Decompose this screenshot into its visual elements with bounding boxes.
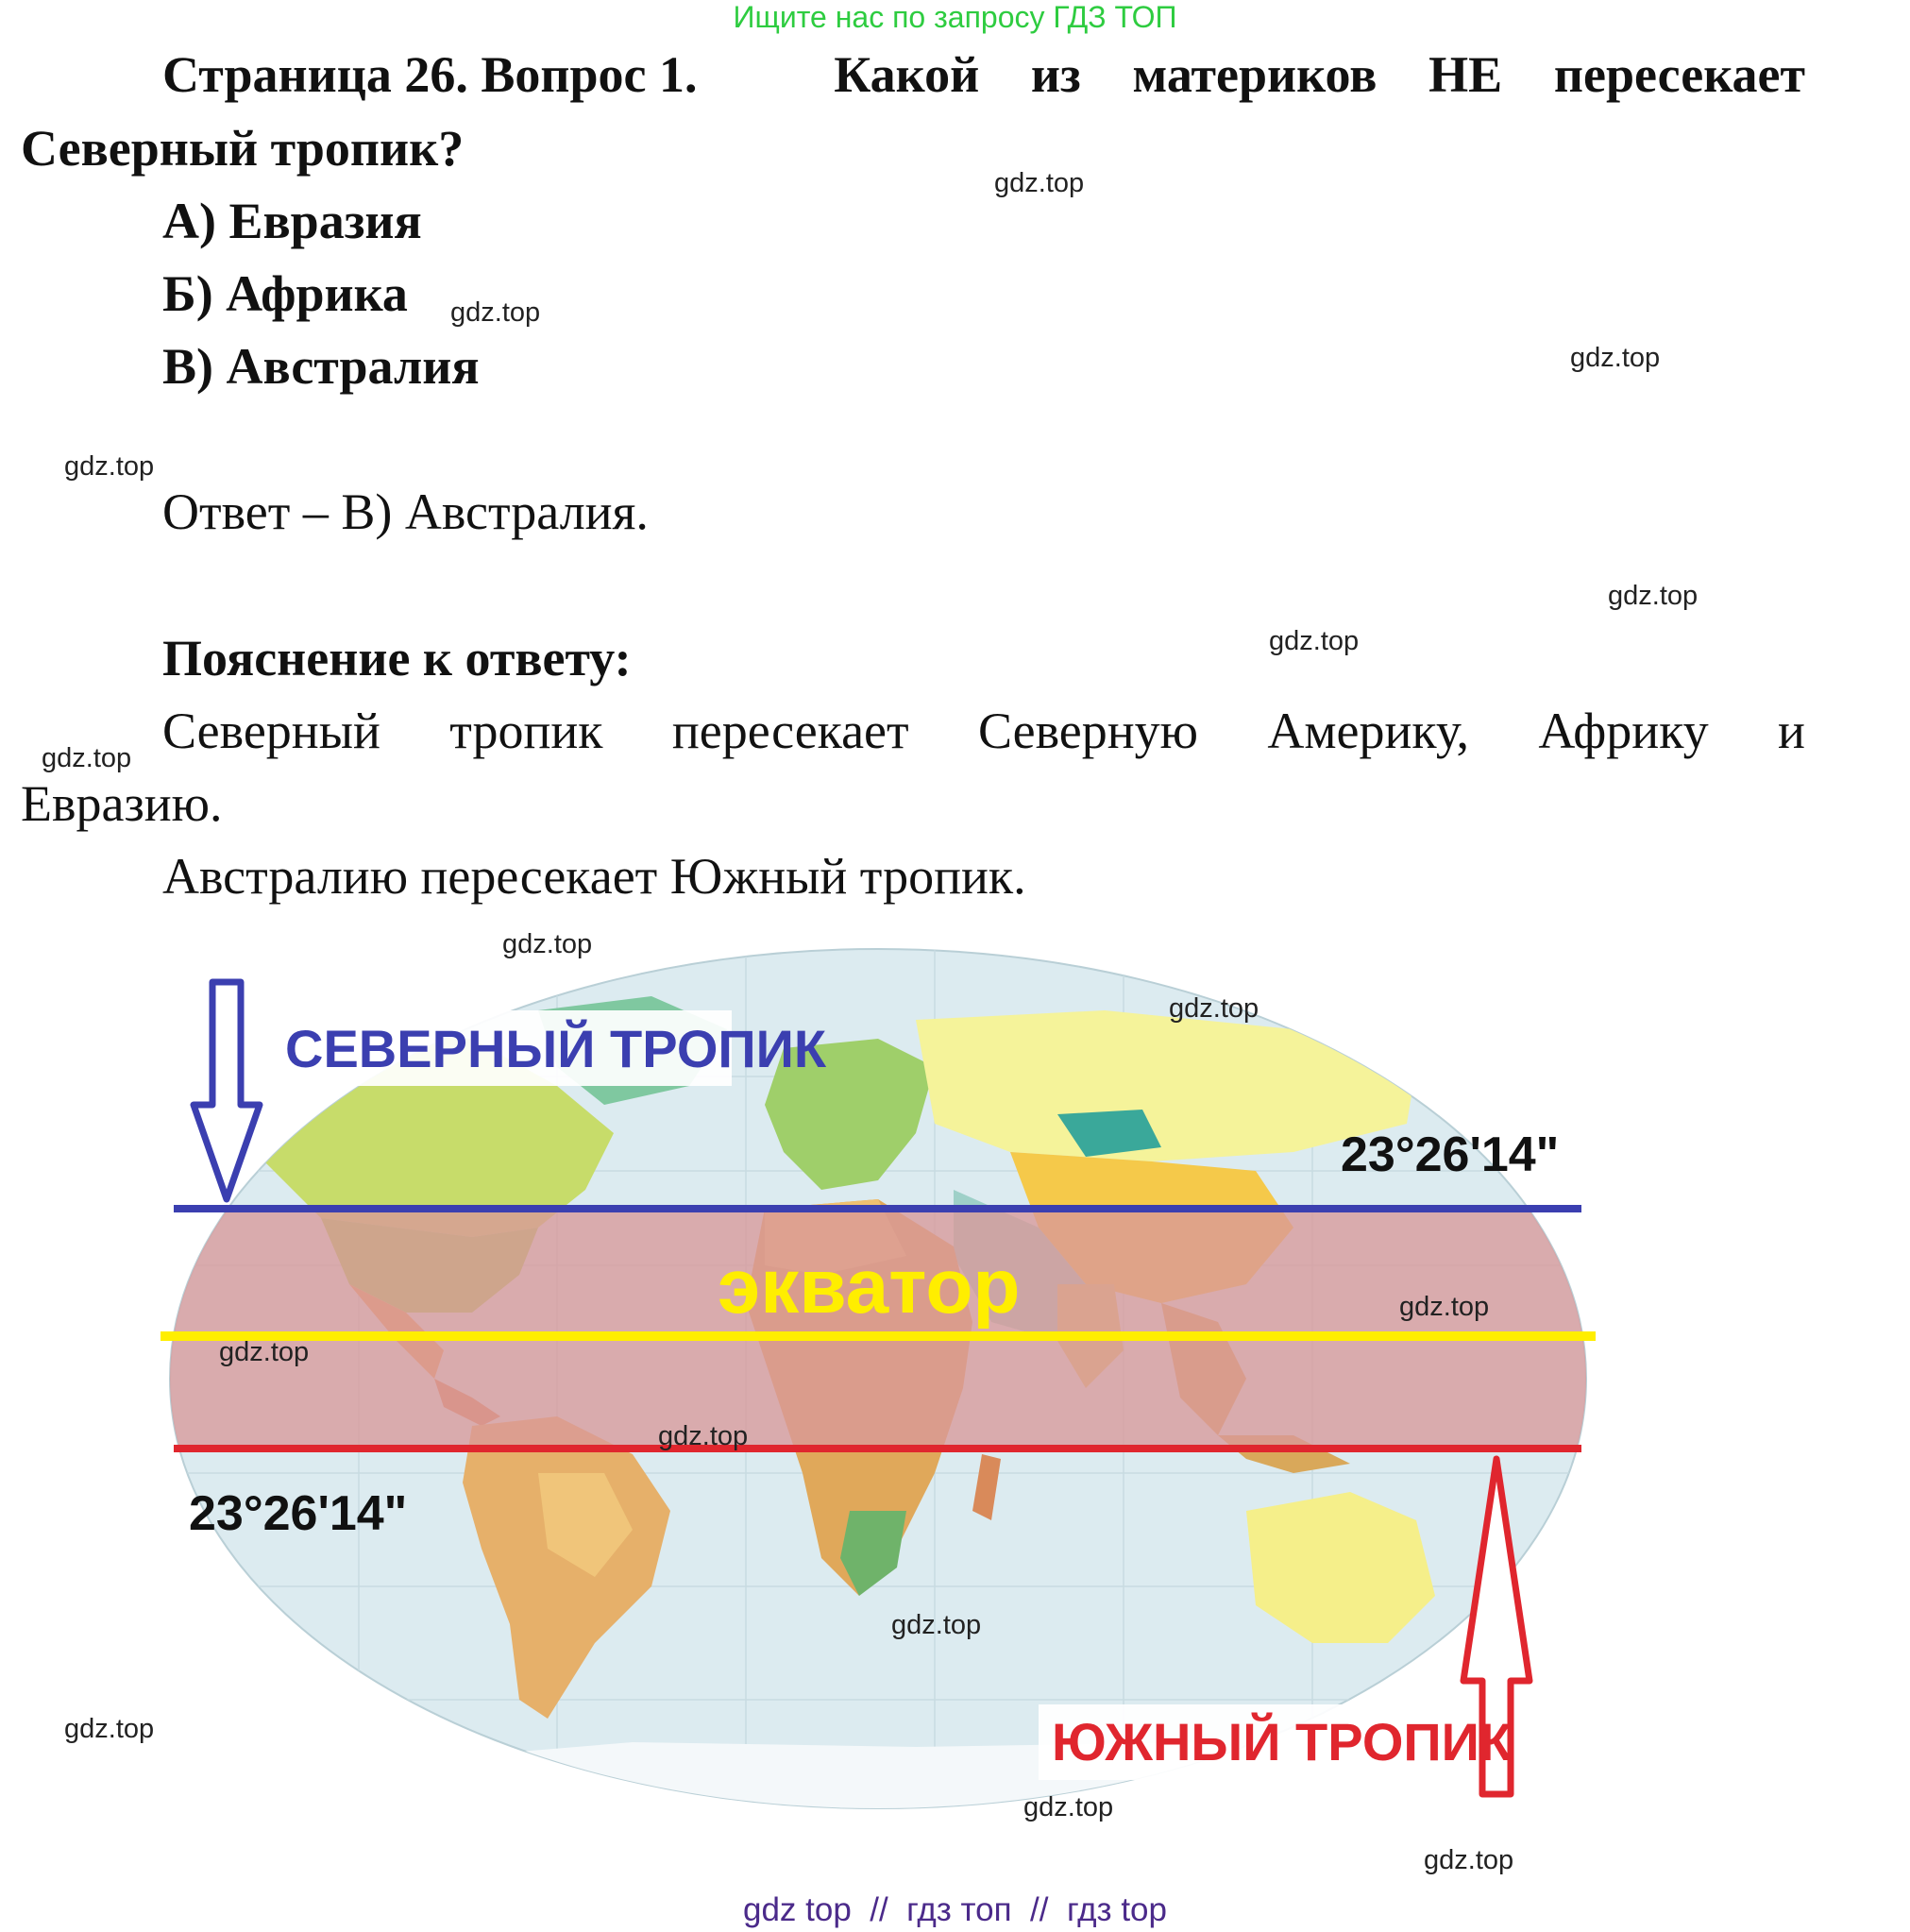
watermark: gdz.top — [1608, 581, 1699, 611]
south-latitude-label: 23°26'14" — [189, 1486, 408, 1541]
watermark: gdz.top — [502, 929, 593, 959]
north-tropic-label: СЕВЕРНЫЙ ТРОПИК — [285, 1019, 827, 1078]
watermark: gdz.top — [658, 1421, 749, 1451]
explanation-heading: Пояснение к ответу: — [162, 630, 632, 686]
explanation-word: и — [1778, 703, 1805, 759]
north-latitude-label: 23°26'14" — [1341, 1127, 1560, 1182]
question-word: Какой — [834, 46, 980, 103]
south-tropic-label: ЮЖНЫЙ ТРОПИК — [1052, 1712, 1513, 1771]
question-line-1 — [162, 45, 1805, 104]
top-banner[interactable]: Ищите нас по запросу ГДЗ ТОП — [733, 0, 1177, 34]
watermark: gdz.top — [1169, 993, 1259, 1024]
option-b: Б) Африка — [162, 265, 408, 322]
footer-links[interactable]: gdz top // гдз топ // гдз top — [743, 1891, 1167, 1928]
watermark: gdz.top — [1023, 1792, 1114, 1822]
watermark: gdz.top — [1570, 343, 1661, 373]
explanation-word: Северный — [162, 703, 380, 759]
watermark: gdz.top — [450, 297, 541, 328]
option-a: А) Евразия — [162, 193, 422, 249]
explanation-line-1 — [162, 702, 1805, 760]
question-line-2: Северный тропик? — [21, 120, 465, 177]
explanation-line-3: Австралию пересекает Южный тропик. — [162, 848, 1026, 905]
question-label: Страница 26. Вопрос 1. — [162, 46, 698, 103]
question-word: НЕ — [1428, 46, 1503, 103]
watermark: gdz.top — [1269, 626, 1360, 656]
option-c: В) Австралия — [162, 338, 480, 395]
watermark: gdz.top — [994, 168, 1085, 198]
watermark: gdz.top — [64, 1714, 155, 1744]
watermark: gdz.top — [1399, 1292, 1490, 1322]
question-word: пересекает — [1553, 46, 1805, 103]
watermark: gdz.top — [64, 451, 155, 482]
watermark: gdz.top — [42, 743, 132, 773]
explanation-line-2: Евразию. — [21, 775, 223, 832]
explanation-word: Северную — [977, 703, 1199, 759]
explanation-word: пересекает — [671, 703, 909, 759]
equator-label: экватор — [718, 1244, 1021, 1330]
arrow-down-icon — [194, 982, 260, 1199]
explanation-word: Африку — [1538, 703, 1709, 759]
answer: Ответ – В) Австралия. — [162, 483, 649, 540]
world-map-svg — [161, 944, 1596, 1813]
explanation-word: тропик — [449, 703, 603, 759]
question-word: из — [1030, 46, 1081, 103]
watermark: gdz.top — [891, 1610, 982, 1640]
explanation-word: Америку, — [1267, 703, 1469, 759]
watermark: gdz.top — [219, 1337, 310, 1367]
watermark: gdz.top — [1424, 1845, 1514, 1875]
question-word: материков — [1132, 46, 1378, 103]
world-map-illustration — [161, 944, 1596, 1813]
